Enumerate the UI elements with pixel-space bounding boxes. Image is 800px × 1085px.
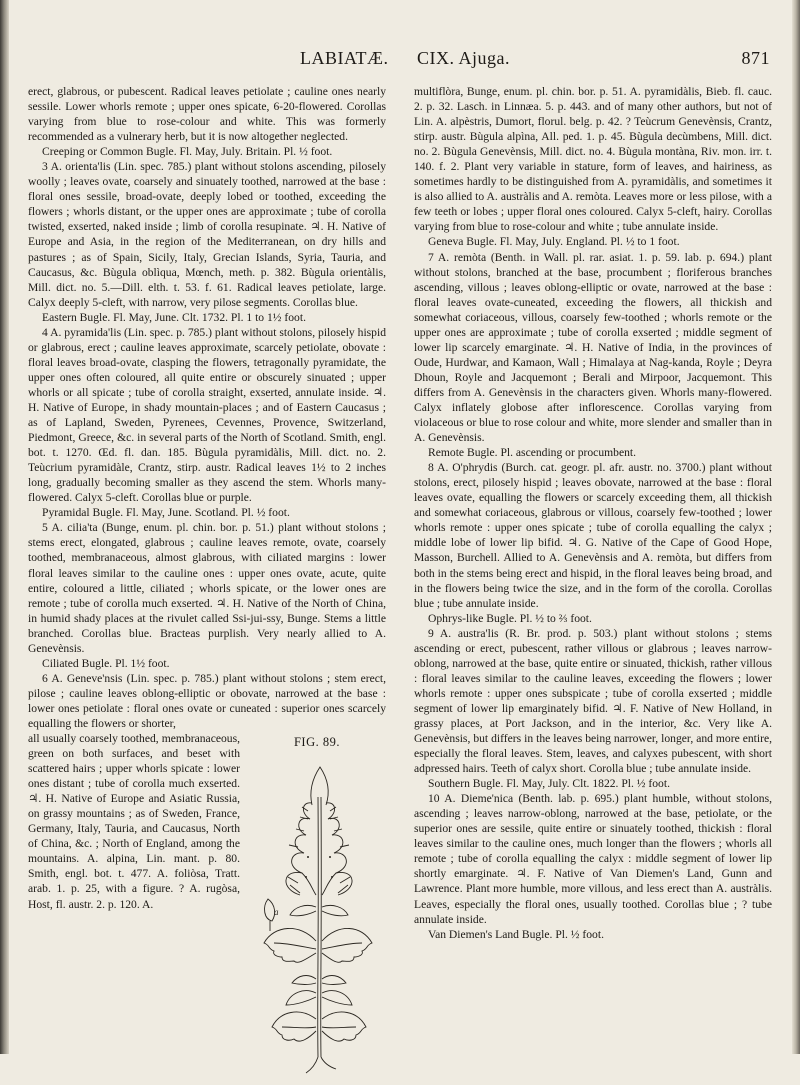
species-entry: 9 A. austra'lis (R. Br. prod. p. 503.) plant without stolons ; stems ascending or erect, pubescent, rather villous or glabrous ; leaves narrow-oblong, narrowed at the base, quite entire or sinuated, thickish, rather villous : floral leaves similar to the cauline leaves, exceeding the flowers ; lower whorls remote : upper ones subspicate ; tube of corolla exserted ; middle segment of lower lip emarginately bifid. ♃. F. Native of New Holland, in grassy places, at Port Jackson, and in the interior, &c. Very like A. Genevènsis, but differs in the leaves being narrower, longer, and more entire, especially the floral leaves. Stem, leaves, and calyxes pubescent, with short adpressed hairs. Teeth of calyx short. Corolla blue ; tube annulate inside. <box>414 626 772 776</box>
common-name: Geneva Bugle. Fl. May, July. England. Pl. ½ to 1 foot. <box>428 235 680 249</box>
common-name: Remote Bugle. Pl. ascending or procumbent. <box>428 446 637 460</box>
species-entry: 5 A. cilia'ta (Bunge, enum. pl. chin. bor. p. 51.) plant without stolons ; stems erect, elongated, glabrous ; cauline leaves remote, ovate, coarsely toothed, membranaceous, almost glabrous, with ciliated margins : lower floral leaves similar to the cauline ones : upper ones ovate, acute, quite entire, coloured a little, ciliated ; whorls spicate, or the lower ones are remote ; tube of corolla much exserted. ♃. H. Native of the North of China, in humid shady places at the rivulet called Ssi-jui-ssy, Bunge. Stems a little branched. Corollas blue. Bracteas purplish. Very nearly allied to A. Genevènsis. <box>28 521 386 655</box>
figure-adjacent-text: all usually coarsely toothed, membranaceous, green on both surfaces, and beset with scattered hairs ; upper whorls spicate : lower ones distant ; tube of corolla much exserted. ♃. H. Native of Europe and Asiatic Russia, on grassy mountains ; as of Sweden, France, Germany, Italy, Tauria, and Caucasus, North of China, &c. ; North of England, among the mountains. A. alpina, Lin. mant. p. 80. Smith, engl. bot. t. 477. A. foliòsa, Tratt. arab. 1. p. 25, with a figure. ? A. rugòsa, Host, fl. austr. 2. p. 120. A. <box>28 732 240 911</box>
header-family: LABIATÆ. <box>300 48 389 68</box>
paragraph: erect, glabrous, or pubescent. Radical leaves petiolate ; cauline ones nearly sessile. Lower whorls remote ; upper ones spicate, 6-20-flowered. Corollas varying from blue to rose-colour and white. This was formerly recommended as a vulnerary herb, but it is now altogether neglected. <box>28 85 386 144</box>
bugle-plant-illustration <box>260 757 376 1077</box>
figure-label: FIG. 89. <box>293 735 341 750</box>
running-header <box>34 48 774 76</box>
right-column <box>414 84 772 942</box>
common-name: Southern Bugle. Fl. May, July. Clt. 1822. Pl. ½ foot. <box>428 777 670 791</box>
common-name: Creeping or Common Bugle. Fl. May, July. Britain. Pl. ½ foot. <box>42 145 333 159</box>
species-entry: 4 A. pyramida'lis (Lin. spec. p. 785.) plant without stolons, pilosely hispid or glabrous, erect ; cauline leaves approximate, scarcely petiolate, obovate : floral leaves broad-ovate, clasping the flowers, tetragonally pyramidate, the upper ones often coloured, all quite entire or obscurely sinuated ; upper whorls or all spicate ; tube of corolla straight, exserted, annulate inside. ♃. H. Native of Europe, in shady mountain-places ; and of Eastern Caucasus ; as of Lapland, Sweden, Pyrenees, Cevennes, Provence, Switzerland, Piedmont, Greece, &c. in several parts of the North of Scotland. Smith, engl. bot. t. 1270. Œd. fl. dan. 185. Bùgula pyramidàlis, Mill. dict. no. 2. Teùcrium pyramidàle, Crantz, stirp. austr. Radical leaves 1½ to 2 inches long, gradually becoming smaller as they ascend the stem. Whorls many-flowered. Calyx 5-cleft. Corollas blue or purple. <box>28 325 386 505</box>
common-name: Van Diemen's Land Bugle. Pl. ½ foot. <box>428 927 604 941</box>
page-edge-left <box>0 0 9 1054</box>
common-name: Pyramidal Bugle. Fl. May, June. Scotland. Pl. ½ foot. <box>42 506 290 520</box>
figure-89 <box>248 733 386 1085</box>
species-entry: 6 A. Geneve'nsis (Lin. spec. p. 785.) plant without stolons ; stem erect, pilose ; cauline leaves oblong-elliptic or obovate, narrowed at the base : lower ones petiolate : floral ones ovate or cuneated : superior ones scarcely equalling the flowers or shorter, <box>28 671 386 730</box>
header-genus: CIX. Ajuga. <box>417 48 510 68</box>
page-edge-right <box>792 0 800 1054</box>
left-column <box>28 84 386 1085</box>
species-entry-continued <box>28 731 386 918</box>
species-entry: 8 A. O'phrydis (Burch. cat. geogr. pl. afr. austr. no. 3700.) plant without stolons, erect, pilosely hispid ; leaves obovate, narrowed at the base : floral leaves ovate, equalling the flowers or scarcely exceeding them, all thickish and somewhat coriaceous, glabrous or villous, coarsely few-toothed ; lower whorls remote : upper ones spicate ; tube of corolla equalling the calyx ; middle lobe of lower lip bifid. ♃. G. Native of the Cape of Good Hope, Masson, Burchell. Allied to A. Genevènsis and A. remòta, but differs from both in the stems being erect and hispid, in the floral leaves being broad, and in the flowers being twice the size, and in the form of the corolla. Corollas blue ; tube annulate inside. <box>414 461 772 610</box>
species-entry: 3 A. orienta'lis (Lin. spec. 785.) plant without stolons ascending, pilosely woolly ; leaves ovate, coarsely and sinuately toothed, narrowed at the base : floral ones sessile, broad-ovate, deeply lobed or toothed, exceeding the flowers ; whorls distant, or the upper ones are approximate ; tube of corolla twisted, exserted, naked inside ; limb of corolla resupinate. ♃. H. Native of Europe and Asia, in the region of the Mediterranean, on dry hills and pastures ; as of Spain, Sicily, Italy, Grecian Islands, Syria, Tauria, and Caucasus, &c. Bùgula oblìqua, Mœnch, meth. p. 382. Bùgula orientàlis, Mill. dict. no. 5.—Dill. elth. t. 53. f. 61. Radical leaves petiolate, large. Calyx deeply 5-cleft, with narrow, very pilose segments. Corollas blue. <box>28 160 386 309</box>
common-name: Ciliated Bugle. Pl. 1½ foot. <box>42 656 170 670</box>
figure-sublabel: a <box>274 907 279 918</box>
species-entry: 10 A. Dieme'nica (Benth. lab. p. 695.) plant humble, without stolons, ascending ; leaves narrow-oblong, narrowed at the base, petiolate, or the superior ones are sessile, quite entire or sinuately toothed, thickish : floral leaves similar to the cauline ones, much longer than the flowers ; whorls all remote ; tube of corolla equalling the calyx : middle segment of lower lip shortly emarginate. ♃. F. Native of Van Diemen's Land, Gunn and Lawrence. Plant more humble, more villous, and less erect than A. austràlis. Leaves, especially the floral ones, usually toothed. Corollas blue ; ? tube annulate inside. <box>414 792 772 926</box>
common-name: Eastern Bugle. Fl. May, June. Clt. 1732. Pl. 1 to 1½ foot. <box>42 310 306 324</box>
page-number: 871 <box>741 48 770 68</box>
common-name: Ophrys-like Bugle. Pl. ½ to ⅔ foot. <box>428 611 592 625</box>
paragraph: multiflòra, Bunge, enum. pl. chin. bor. p. 51. A. pyramidàlis, Bieb. fl. cauc. 2. p. 32. Lasch. in Linnæa. 5. p. 443. and of many other authors, but not of Lin. A. alpèstris, Dumort, florul. belg. p. 42. ? Teùcrum Genevènsis, Crantz, stirp. austr. Bùgula alpìna, All. ped. 1. p. 45. Bùgula decùmbens, Mill. dict. no. 2. Bùgula Genevènsis, Mill. dict. no. 4. Bùgula montàna, Riv. mon. irr. t. 140. f. 2. Plant very variable in stature, form of leaves, and hairiness, as sometimes hardly to be distinguished from A. pyramidàlis, and sometimes it is also allied to A. austràlis and A. remòta. Leaves more or less pilose, with a few teeth or lobes ; upper floral ones coloured. Calyx 5-cleft, hairy. Corollas varying from blue to rose-colour and white ; tube annulate inside. <box>414 85 772 234</box>
species-entry: 7 A. remòta (Benth. in Wall. pl. rar. asiat. 1. p. 59. lab. p. 694.) plant without stolons, branched at the base, procumbent ; floriferous branches ascending, villous ; leaves oblong-elliptic or ovate, narrowed at the base : floral leaves ovate-cuneated, exceeding the flowers, all thickish and somewhat coriaceous, villous, coarsely few-toothed ; whorls remote or the upper ones are approximate ; tube of corolla exserted ; middle segment of lower lip scarcely emarginate. ♃. H. Native of India, in the provinces of Oude, Hurdwar, and Kamaon, Wall ; Himalaya at Nag-kanda, Royle ; Deyra Dhoun, Royle and Jacquemont ; Berali and Mirpoor, Jacquemont. This differs from A. Genevènsis in the characters given. Whorls many-flowered. Calyx inflately globose after inflorescence. Corollas varying from violaceous or blue to rose colour and white, more slender and smaller than in A. Genevènsis. <box>414 250 772 445</box>
